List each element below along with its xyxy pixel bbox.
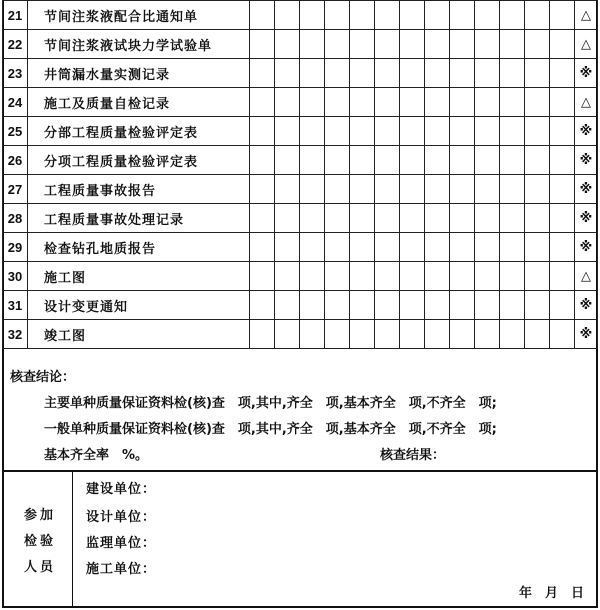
check-cell [500,233,525,262]
check-cell [300,320,325,349]
category-mark: ※ [575,117,598,146]
check-cell [525,291,550,320]
check-cell [425,146,450,175]
category-mark: ※ [575,175,598,204]
check-cell [325,233,350,262]
check-cell [375,88,400,117]
check-cell [475,291,500,320]
check-cell [425,1,450,30]
document-name: 节间注浆液试块力学试验单 [28,30,250,59]
row-number: 31 [3,291,28,320]
check-cell [250,262,275,291]
check-cell [550,88,575,117]
check-cell [500,204,525,233]
check-cell [375,262,400,291]
category-mark: ※ [575,291,598,320]
check-cell [325,175,350,204]
check-cell [400,30,425,59]
check-cell [400,204,425,233]
document-name: 施工图 [28,262,250,291]
check-cell [275,233,300,262]
check-cell [525,88,550,117]
check-cell [275,291,300,320]
category-mark: △ [575,30,598,59]
row-number: 21 [3,1,28,30]
check-cell [275,204,300,233]
check-cell [350,88,375,117]
document-name: 检查钻孔地质报告 [28,233,250,262]
check-cell [375,233,400,262]
check-cell [500,291,525,320]
check-cell [450,233,475,262]
check-cell [475,1,500,30]
check-cell [400,117,425,146]
check-cell [325,291,350,320]
check-cell [350,320,375,349]
check-cell [300,59,325,88]
check-cell [500,320,525,349]
row-number: 25 [3,117,28,146]
check-cell [525,30,550,59]
table-row [3,204,598,233]
table-row [3,233,598,262]
table-row [3,262,598,291]
row-number: 28 [3,204,28,233]
table-row [3,1,598,30]
check-cell [500,262,525,291]
row-number: 26 [3,146,28,175]
check-cell [275,320,300,349]
check-cell [425,204,450,233]
check-cell [525,59,550,88]
check-cell [450,204,475,233]
check-cell [250,291,275,320]
check-cell [400,1,425,30]
check-cell [275,1,300,30]
check-cell [350,291,375,320]
label-line: 检验 [24,534,57,549]
check-cell [325,117,350,146]
check-cell [475,233,500,262]
check-cell [550,30,575,59]
check-cell [425,59,450,88]
check-cell [425,233,450,262]
check-cell [425,117,450,146]
table-row [3,146,598,175]
check-cell [525,175,550,204]
row-number: 29 [3,233,28,262]
check-cell [450,320,475,349]
check-cell [550,117,575,146]
check-cell [400,262,425,291]
check-cell [475,262,500,291]
check-cell [250,175,275,204]
signoff-section [4,470,596,606]
check-cell [500,146,525,175]
check-cell [325,59,350,88]
check-cell [400,59,425,88]
category-mark: ※ [575,233,598,262]
check-cell [350,117,375,146]
row-number: 23 [3,59,28,88]
check-cell [425,262,450,291]
supervision-unit: 监理单位： [86,536,157,551]
check-cell [475,88,500,117]
check-cell [400,291,425,320]
category-mark: ※ [575,320,598,349]
row-number: 27 [3,175,28,204]
check-cell [300,1,325,30]
check-cell [375,291,400,320]
check-cell [475,146,500,175]
document-name: 竣工图 [28,320,250,349]
check-result: 核查结果： [380,448,446,463]
table-row [3,291,598,320]
check-cell [250,320,275,349]
row-number: 30 [3,262,28,291]
check-cell [525,146,550,175]
date-field: 年 月 日 [518,586,584,601]
check-cell [300,175,325,204]
check-cell [300,88,325,117]
check-cell [275,30,300,59]
main-items-line: 主要单种质量保证资料检(核)查 项,其中,齐全 项,基本齐全 项,不齐全 项; [44,396,497,411]
check-cell [400,88,425,117]
row-number: 24 [3,88,28,117]
check-cell [350,30,375,59]
check-cell [350,1,375,30]
check-cell [300,30,325,59]
check-cell [250,1,275,30]
check-cell [325,1,350,30]
check-cell [375,30,400,59]
check-cell [300,291,325,320]
check-cell [375,117,400,146]
table-row [3,117,598,146]
label-line: 参加 [24,508,57,523]
check-cell [475,175,500,204]
check-cell [450,291,475,320]
check-cell [375,146,400,175]
check-cell [250,30,275,59]
check-cell [250,233,275,262]
check-cell [550,233,575,262]
row-number: 22 [3,30,28,59]
check-cell [500,1,525,30]
check-cell [300,146,325,175]
check-cell [450,117,475,146]
check-cell [275,59,300,88]
check-cell [350,59,375,88]
check-cell [450,59,475,88]
check-cell [450,146,475,175]
check-cell [325,146,350,175]
check-cell [325,262,350,291]
check-cell [525,117,550,146]
check-cell [525,320,550,349]
check-cell [375,1,400,30]
check-cell [450,262,475,291]
check-cell [525,233,550,262]
conclusion-section [4,356,596,472]
check-cell [350,233,375,262]
check-cell [525,204,550,233]
check-cell [425,291,450,320]
check-cell [525,1,550,30]
document-name: 设计变更通知 [28,291,250,320]
check-cell [275,175,300,204]
check-cell [450,88,475,117]
category-mark: △ [575,262,598,291]
check-cell [300,204,325,233]
table-row [3,30,598,59]
check-cell [350,146,375,175]
document-name: 分项工程质量检验评定表 [28,146,250,175]
general-items-line: 一般单种质量保证资料检(核)查 项,其中,齐全 项,基本齐全 项,不齐全 项; [44,422,497,437]
row-number: 32 [3,320,28,349]
check-cell [500,30,525,59]
check-cell [350,262,375,291]
participants-label [4,470,73,606]
check-cell [425,30,450,59]
check-cell [250,204,275,233]
check-cell [325,320,350,349]
check-cell [300,262,325,291]
check-cell [300,117,325,146]
table-row [3,59,598,88]
check-cell [550,204,575,233]
check-cell [450,175,475,204]
category-mark: ※ [575,146,598,175]
check-cell [550,59,575,88]
check-cell [375,175,400,204]
check-cell [300,233,325,262]
check-cell [325,30,350,59]
category-mark: ※ [575,204,598,233]
check-cell [500,175,525,204]
check-cell [550,320,575,349]
category-mark: ※ [575,59,598,88]
check-cell [250,59,275,88]
check-cell [275,117,300,146]
check-cell [500,88,525,117]
check-cell [500,117,525,146]
document-name: 施工及质量自检记录 [28,88,250,117]
category-mark: △ [575,88,598,117]
check-cell [400,175,425,204]
check-cell [550,291,575,320]
check-cell [425,175,450,204]
check-cell [350,204,375,233]
check-cell [425,88,450,117]
check-cell [475,30,500,59]
document-name: 节间注浆液配合比通知单 [28,1,250,30]
design-unit: 设计单位： [86,510,157,525]
check-cell [400,320,425,349]
table-row [3,175,598,204]
check-cell [400,233,425,262]
check-cell [325,88,350,117]
check-cell [550,262,575,291]
check-cell [500,59,525,88]
check-cell [525,262,550,291]
document-checklist-table [2,0,598,349]
label-line: 人员 [24,560,57,575]
check-cell [250,117,275,146]
check-cell [375,320,400,349]
document-name: 工程质量事故报告 [28,175,250,204]
check-cell [425,320,450,349]
check-cell [550,146,575,175]
document-name: 分部工程质量检验评定表 [28,117,250,146]
check-cell [475,204,500,233]
check-cell [250,146,275,175]
conclusion-title: 核查结论： [10,370,76,385]
check-cell [475,117,500,146]
check-cell [550,1,575,30]
check-cell [375,59,400,88]
check-cell [400,146,425,175]
check-cell [350,175,375,204]
check-cell [550,175,575,204]
check-cell [275,262,300,291]
check-cell [450,30,475,59]
construction-unit: 建设单位： [86,482,157,497]
check-cell [450,1,475,30]
contractor-unit: 施工单位： [86,562,157,577]
check-cell [325,204,350,233]
table-row [3,88,598,117]
check-cell [275,146,300,175]
document-name: 井筒漏水量实测记录 [28,59,250,88]
inspection-form [2,0,598,608]
document-name: 工程质量事故处理记录 [28,204,250,233]
category-mark: △ [575,1,598,30]
check-cell [250,88,275,117]
check-cell [475,59,500,88]
table-row [3,320,598,349]
check-cell [275,88,300,117]
completeness-rate: 基本齐全率 %。 [44,448,149,463]
check-cell [475,320,500,349]
check-cell [375,204,400,233]
